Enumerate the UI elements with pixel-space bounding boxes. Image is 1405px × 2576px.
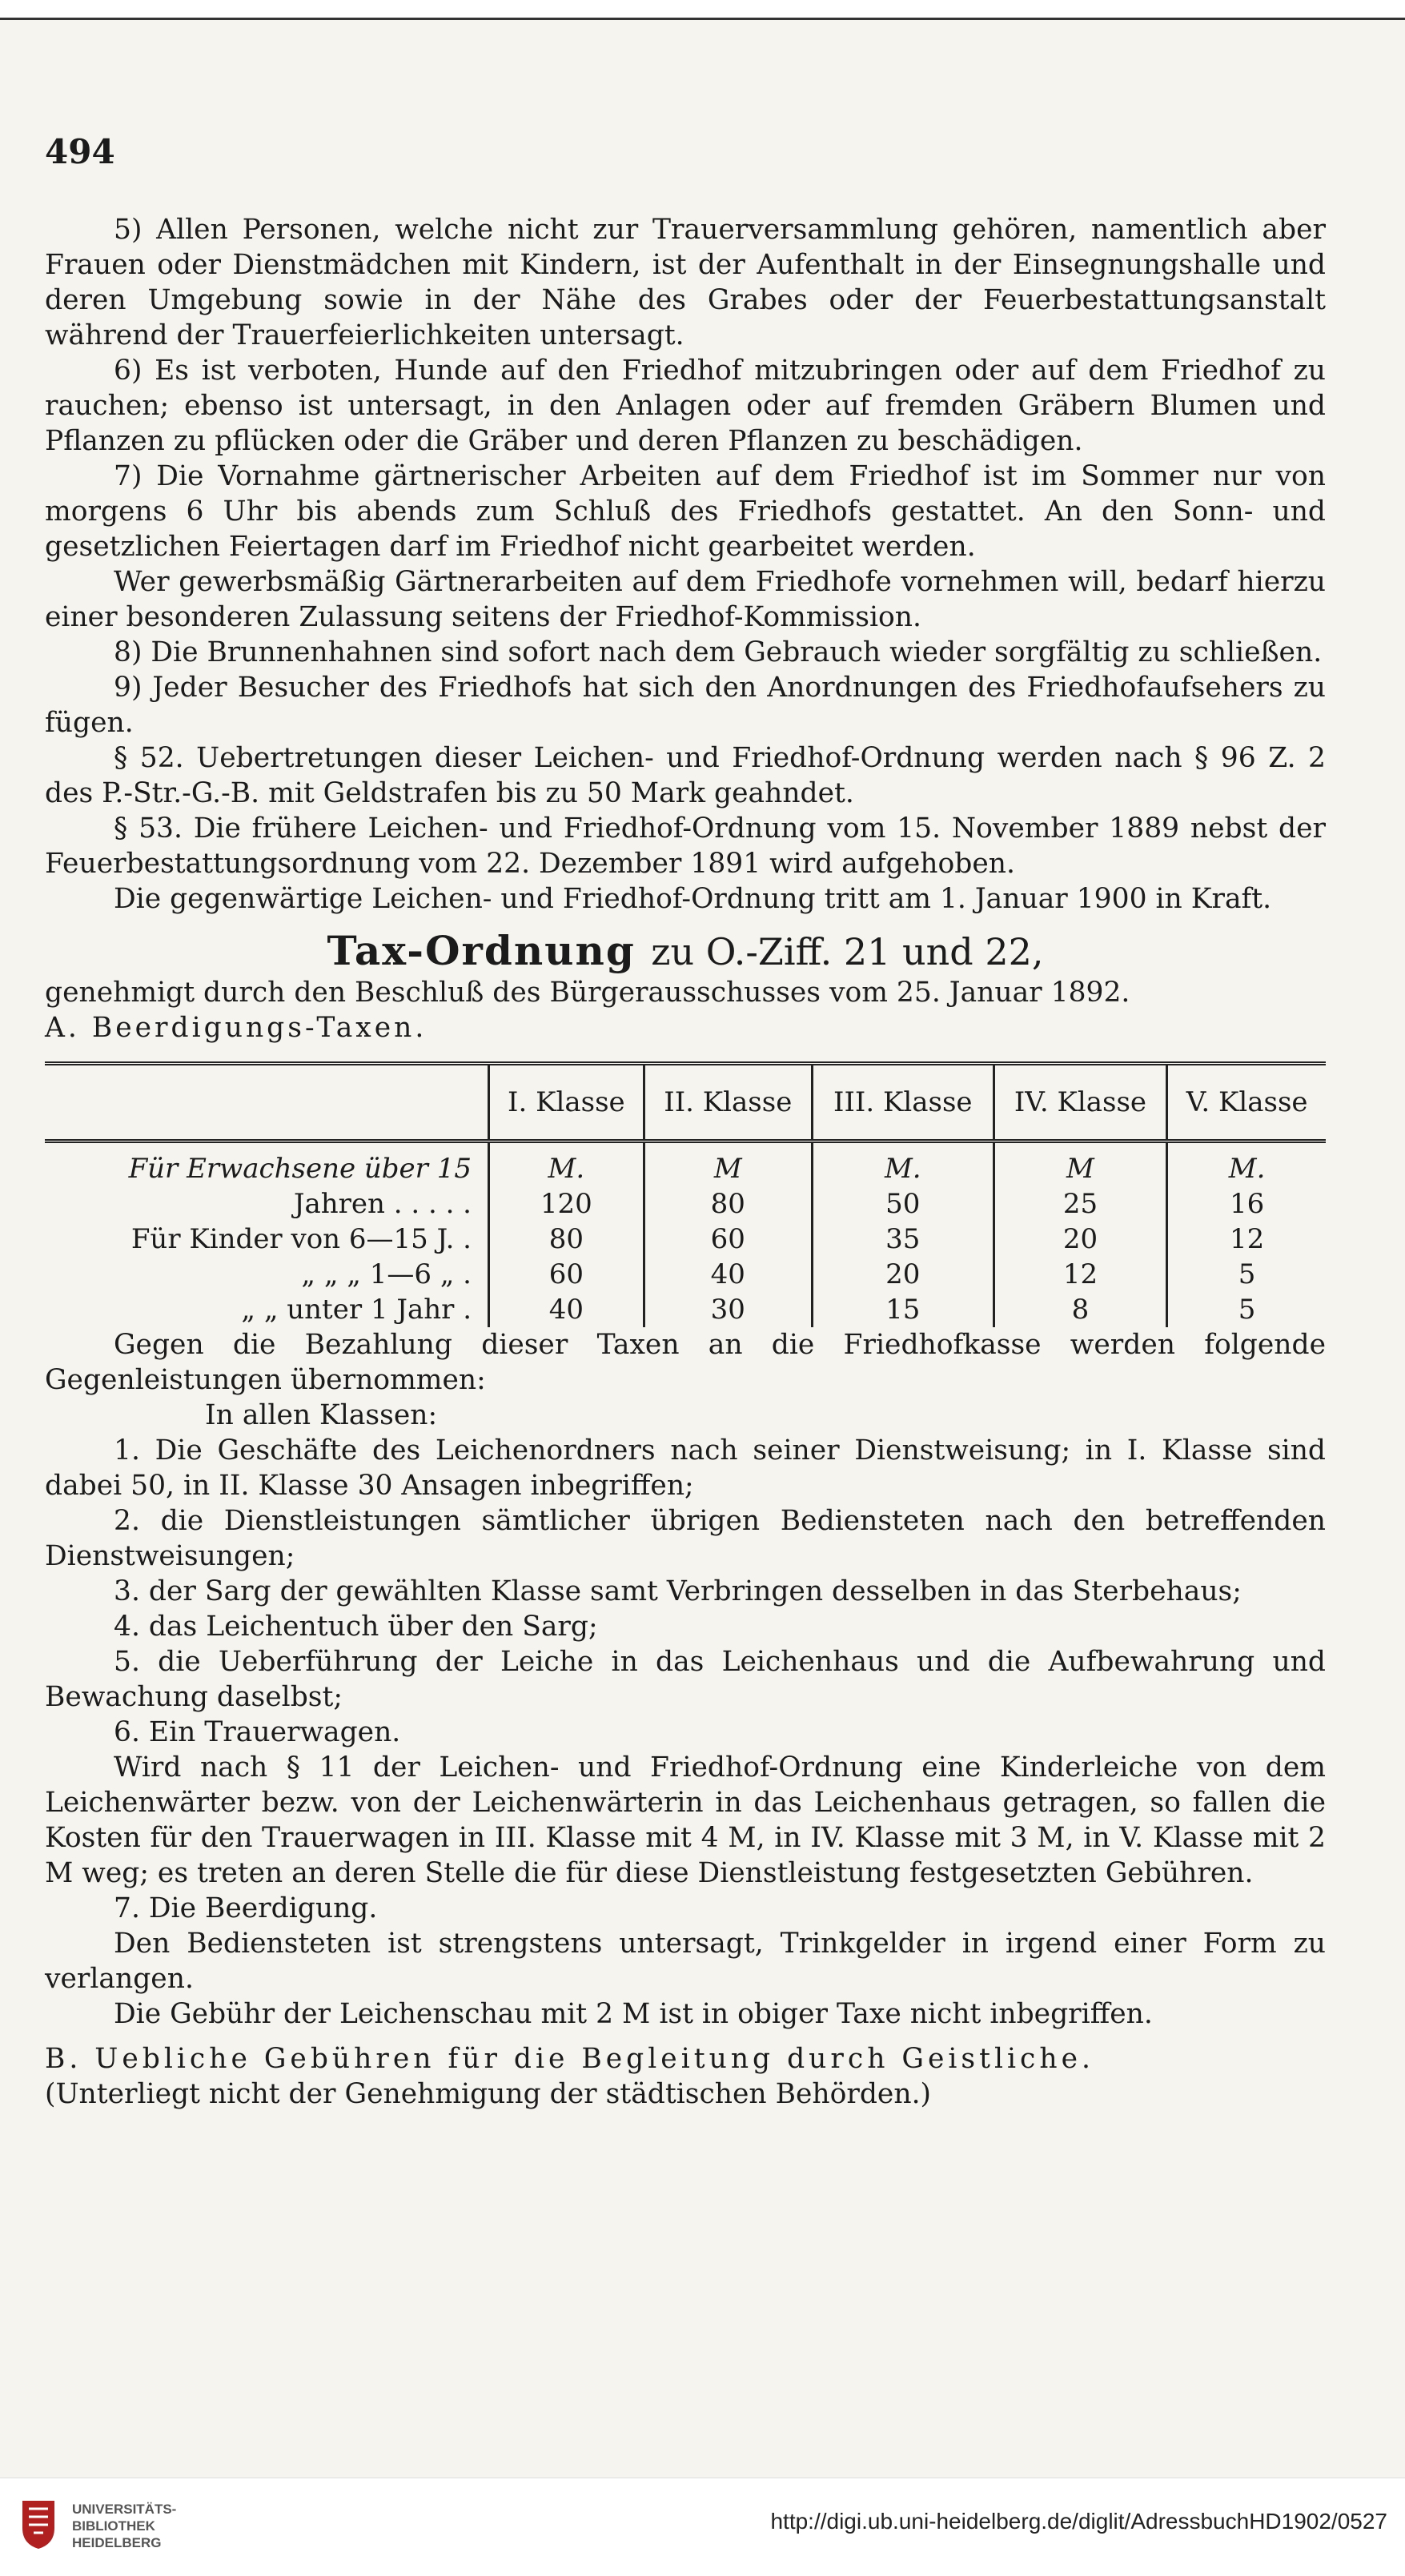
currency-cell: M.: [489, 1142, 644, 1187]
list-item: 4. das Leichentuch über den Sarg;: [114, 1611, 598, 1643]
paragraph: Die gegenwärtige Leichen- und Friedhof-Ordnung tritt am 1. Januar 1900 in Kraft.: [114, 883, 1272, 915]
header-class-2: II. Klasse: [644, 1064, 812, 1142]
approval-line: genehmigt durch den Beschluß des Bürgerausschusses vom 25. Januar 1892.: [45, 977, 1130, 1009]
paragraph: § 53. Die frühere Leichen- und Friedhof-Ordnung vom 15. November 1889 nebst der Feuerbestattungsordnung vom 22. Dezember 1891 wird aufgehoben.: [45, 813, 1326, 880]
library-logo-text: [72, 2501, 176, 2551]
paragraph: Wer gewerbsmäßig Gärtnerarbeiten auf dem Friedhofe vornehmen will, bedarf hierzu einer besonderen Zulassung seitens der Friedhof-Kommission.: [45, 566, 1326, 633]
list-item: 2. die Dienstleistungen sämtlicher übrigen Bediensteten nach den betreffenden Dienstweisungen;: [45, 1505, 1326, 1572]
title-main: Tax-Ordnung: [327, 927, 636, 974]
paragraph: 5) Allen Personen, welche nicht zur Trauerversammlung gehören, namentlich aber Frauen oder Dienstmädchen mit Kindern, ist der Aufenthalt in der Einsegnungshalle und deren Umgebung sowie in der Nähe des Grabes oder der Feuerbestattungsanstalt während der Trauerfeierlichkeiten untersagt.: [45, 214, 1326, 351]
currency-cell: M: [644, 1142, 812, 1187]
list-item: 6. Ein Trauerwagen.: [114, 1716, 401, 1748]
table-header-row: [45, 1064, 1326, 1142]
table-row: [45, 1142, 1326, 1187]
value-cell: 40: [489, 1292, 644, 1327]
currency-cell: M.: [812, 1142, 994, 1187]
list-item: 7. Die Beerdigung.: [114, 1892, 378, 1924]
all-classes-heading: In allen Klassen:: [205, 1399, 438, 1431]
title-rest: zu O.-Ziff. 21 und 22,: [651, 930, 1044, 973]
paragraph: 6) Es ist verboten, Hunde auf den Friedhof mitzubringen oder auf dem Friedhof zu rauchen; ebenso ist untersagt, in den Anlagen oder auf fremden Gräbern Blumen und Pflanzen zu pflücken oder die Gräber und deren Pflanzen zu beschädigen.: [45, 355, 1326, 457]
row-label: „ „ „ 1—6 „ .: [301, 1258, 472, 1290]
paragraph: 7) Die Vornahme gärtnerischer Arbeiten auf dem Friedhof ist im Sommer nur von morgens 6 Uhr bis abends zum Schluß des Friedhofs gestattet. An den Sonn- und gesetzlichen Feiertagen darf im Friedhof nicht gearbeitet werden.: [45, 460, 1326, 563]
value-cell: 20: [812, 1257, 994, 1292]
section-a-heading: A. Beerdigungs-Taxen.: [45, 1012, 428, 1044]
section-title: [45, 928, 1326, 975]
value-cell: 80: [644, 1186, 812, 1222]
row-label: Für Erwachsene über 15: [128, 1153, 472, 1185]
currency-cell: M: [994, 1142, 1167, 1187]
value-cell: 120: [489, 1186, 644, 1222]
source-url-link[interactable]: http://digi.ub.uni-heidelberg.de/diglit/AdressbuchHD1902/0527: [770, 2509, 1387, 2534]
footer-bar: [0, 2478, 1405, 2576]
value-cell: 25: [994, 1186, 1167, 1222]
value-cell: 60: [489, 1257, 644, 1292]
value-cell: 5: [1167, 1257, 1326, 1292]
scan-top-edge: [0, 0, 1405, 20]
paragraph: Gegen die Bezahlung dieser Taxen an die Friedhofkasse werden folgende Gegenleistungen übernommen:: [45, 1329, 1326, 1396]
row-label: Jahren . . . . .: [293, 1188, 472, 1220]
paragraph: Die Gebühr der Leichenschau mit 2 M ist in obiger Taxe nicht inbegriffen.: [114, 1998, 1153, 2030]
paragraph: 8) Die Brunnenhahnen sind sofort nach dem Gebrauch wieder sorgfältig zu schließen.: [114, 636, 1323, 668]
value-cell: 50: [812, 1186, 994, 1222]
value-cell: 12: [1167, 1222, 1326, 1257]
table-row: [45, 1292, 1326, 1327]
paragraph: 9) Jeder Besucher des Friedhofs hat sich den Anordnungen des Friedhofaufsehers zu fügen.: [45, 672, 1326, 739]
header-class-4: IV. Klasse: [994, 1064, 1167, 1142]
value-cell: 35: [812, 1222, 994, 1257]
value-cell: 40: [644, 1257, 812, 1292]
table-row: [45, 1257, 1326, 1292]
value-cell: 15: [812, 1292, 994, 1327]
header-class-3: III. Klasse: [812, 1064, 994, 1142]
list-item: 3. der Sarg der gewählten Klasse samt Verbringen desselben in das Sterbehaus;: [114, 1575, 1242, 1607]
logo-line: UNIVERSITÄTS-: [72, 2502, 177, 2517]
value-cell: 12: [994, 1257, 1167, 1292]
table-row: [45, 1222, 1326, 1257]
value-cell: 5: [1167, 1292, 1326, 1327]
header-class-1: I. Klasse: [489, 1064, 644, 1142]
header-class-5: V. Klasse: [1167, 1064, 1326, 1142]
tariff-table: [45, 1061, 1326, 1327]
header-blank: [45, 1064, 489, 1142]
page-number: 494: [45, 132, 115, 171]
value-cell: 60: [644, 1222, 812, 1257]
value-cell: 16: [1167, 1186, 1326, 1222]
list-item: 1. Die Geschäfte des Leichenordners nach seiner Dienstweisung; in I. Klasse sind dabei 50, in II. Klasse 30 Ansagen inbegriffen;: [45, 1434, 1326, 1502]
section-b-heading: B. Uebliche Gebühren für die Begleitung durch Geistliche.: [45, 2043, 1094, 2075]
page-body: [45, 212, 1326, 2112]
value-cell: 20: [994, 1222, 1167, 1257]
university-seal-icon: [18, 2496, 59, 2552]
row-label: „ „ unter 1 Jahr .: [241, 1294, 472, 1326]
value-cell: 30: [644, 1292, 812, 1327]
logo-line: HEIDELBERG: [72, 2535, 162, 2550]
value-cell: 8: [994, 1292, 1167, 1327]
table-row: [45, 1186, 1326, 1222]
list-item: 5. die Ueberführung der Leiche in das Leichenhaus und die Aufbewahrung und Bewachung daselbst;: [45, 1646, 1326, 1713]
row-label: Für Kinder von 6—15 J. .: [130, 1223, 472, 1255]
paragraph: Den Bediensteten ist strengstens untersagt, Trinkgelder in irgend einer Form zu verlangen.: [45, 1928, 1326, 1995]
currency-cell: M.: [1167, 1142, 1326, 1187]
paragraph: Wird nach § 11 der Leichen- und Friedhof-Ordnung eine Kinderleiche von dem Leichenwärter bezw. von der Leichenwärterin in das Leichenhaus getragen, so fallen die Kosten für den Trauerwagen in III. Klasse mit 4 M, in IV. Klasse mit 3 M, in V. Klasse mit 2 M weg; es treten an deren Stelle die für diese Dienstleistung festgesetzten Gebühren.: [45, 1751, 1326, 1889]
value-cell: 80: [489, 1222, 644, 1257]
logo-line: BIBLIOTHEK: [72, 2518, 155, 2534]
section-b-note: (Unterliegt nicht der Genehmigung der städtischen Behörden.): [45, 2078, 931, 2110]
paragraph: § 52. Uebertretungen dieser Leichen- und Friedhof-Ordnung werden nach § 96 Z. 2 des P.-Str.-G.-B. mit Geldstrafen bis zu 50 Mark geahndet.: [45, 742, 1326, 809]
